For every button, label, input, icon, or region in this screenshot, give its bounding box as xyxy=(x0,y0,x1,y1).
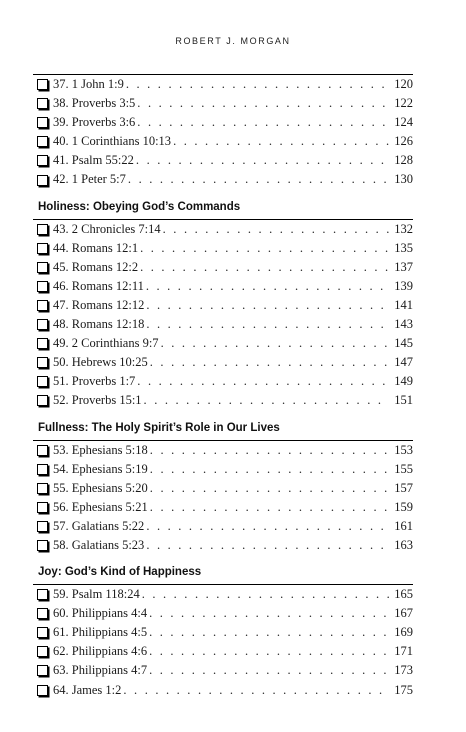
entry-label: 37. 1 John 1:9 xyxy=(53,77,124,91)
toc-entry xyxy=(33,132,413,151)
checkbox-icon xyxy=(37,502,48,513)
entry-label: 42. 1 Peter 5:7 xyxy=(53,172,126,187)
entry-page-number: 147 xyxy=(394,355,413,370)
entry-label: 54. Ephesians 5:19 xyxy=(53,461,148,476)
dot-leader xyxy=(146,277,389,296)
toc-entry xyxy=(33,151,413,170)
dot-leader xyxy=(146,315,389,334)
entry-page-number: 141 xyxy=(394,297,413,312)
checkbox-icon xyxy=(37,117,48,128)
toc-section xyxy=(33,74,413,190)
checkbox-icon xyxy=(37,300,48,311)
toc-entry xyxy=(33,113,413,132)
entry-label: 50. Hebrews 10:25 xyxy=(53,355,148,370)
toc-entry xyxy=(33,296,413,315)
entry-page-number: 165 xyxy=(394,587,413,602)
entry-label: 60. Philippians 4:4 xyxy=(53,606,148,621)
dot-leader xyxy=(149,661,389,680)
checkbox-icon xyxy=(37,262,48,273)
dot-leader xyxy=(149,642,389,661)
dot-leader xyxy=(146,296,389,315)
entry-page-number: 161 xyxy=(394,518,413,533)
entry-label: 59. Psalm 118:24 xyxy=(53,587,140,602)
entry-label: 51. Proverbs 1:7 xyxy=(53,374,136,389)
checkbox-icon xyxy=(37,483,48,494)
toc-section xyxy=(33,197,413,411)
entry-page-number: 139 xyxy=(394,278,413,293)
toc-entry xyxy=(33,517,413,536)
dot-leader xyxy=(146,536,389,555)
entry-label: 38. Proverbs 3:5 xyxy=(53,96,136,111)
checkbox-icon xyxy=(37,224,48,235)
toc-entry xyxy=(33,661,413,680)
entry-page-number: 153 xyxy=(394,442,413,457)
checkbox-icon xyxy=(37,155,48,166)
entry-label: 62. Philippians 4:6 xyxy=(53,644,148,659)
entry-page-number: 126 xyxy=(394,134,413,149)
entry-page-number: 159 xyxy=(394,499,413,514)
entry-page-number: 175 xyxy=(394,682,413,697)
entry-label: 39. Proverbs 3:6 xyxy=(53,115,136,130)
section-heading: Joy: God’s Kind of Happiness xyxy=(38,566,202,579)
entry-label: 49. 2 Corinthians 9:7 xyxy=(53,336,159,351)
toc-entry xyxy=(33,623,413,642)
entry-page-number: 149 xyxy=(394,374,413,389)
toc-entry xyxy=(33,460,413,479)
entry-label: 41. Psalm 55:22 xyxy=(53,153,134,168)
toc-entry xyxy=(33,94,413,113)
checkbox-icon xyxy=(37,589,48,600)
toc-entry xyxy=(33,353,413,372)
checkbox-icon xyxy=(37,357,48,368)
checkbox-icon xyxy=(37,685,48,696)
checkbox-icon xyxy=(37,281,48,292)
entry-label: 61. Philippians 4:5 xyxy=(53,625,148,640)
entry-page-number: 151 xyxy=(394,393,413,408)
dot-leader xyxy=(136,151,389,170)
entry-page-number: 163 xyxy=(394,537,413,552)
toc-entry xyxy=(33,441,413,460)
toc-entry xyxy=(33,391,413,410)
entry-label: 44. Romans 12:1 xyxy=(53,240,139,255)
dot-leader xyxy=(149,623,389,642)
entry-page-number: 122 xyxy=(394,96,413,111)
dot-leader xyxy=(140,239,389,258)
toc-entry xyxy=(33,479,413,498)
dot-leader xyxy=(146,517,389,536)
checkbox-icon xyxy=(37,521,48,532)
toc-entry xyxy=(33,258,413,277)
toc-entry xyxy=(33,681,413,700)
dot-leader xyxy=(140,258,389,277)
toc-entry xyxy=(33,170,413,189)
dot-leader xyxy=(137,94,389,113)
entry-label: 64. James 1:2 xyxy=(53,682,122,697)
toc-entry xyxy=(33,642,413,661)
entry-label: 58. Galatians 5:23 xyxy=(53,537,145,552)
dot-leader xyxy=(150,353,389,372)
section-heading: Holiness: Obeying God’s Commands xyxy=(38,200,241,213)
checkbox-icon xyxy=(37,175,48,186)
entry-page-number: 124 xyxy=(394,115,413,130)
toc-section xyxy=(33,562,413,700)
dot-leader xyxy=(137,113,389,132)
entry-label: 57. Galatians 5:22 xyxy=(53,518,145,533)
entry-page-number: 157 xyxy=(394,480,413,495)
dot-leader xyxy=(128,170,389,189)
dot-leader xyxy=(150,498,389,517)
toc-entry xyxy=(33,585,413,604)
checkbox-icon xyxy=(37,376,48,387)
dot-leader xyxy=(150,460,389,479)
dot-leader xyxy=(137,372,389,391)
checkbox-icon xyxy=(37,319,48,330)
running-head: ROBERT J. MORGAN xyxy=(175,36,291,46)
checkbox-icon xyxy=(37,608,48,619)
dot-leader xyxy=(144,391,389,410)
dot-leader xyxy=(123,681,389,700)
entry-page-number: 173 xyxy=(394,663,413,678)
entry-page-number: 137 xyxy=(394,259,413,274)
toc-entry xyxy=(33,75,413,94)
checkbox-icon xyxy=(37,627,48,638)
checkbox-icon xyxy=(37,540,48,551)
entry-page-number: 143 xyxy=(394,317,413,332)
toc-entry xyxy=(33,315,413,334)
entry-label: 43. 2 Chronicles 7:14 xyxy=(53,221,161,236)
entry-label: 52. Proverbs 15:1 xyxy=(53,393,142,408)
checkbox-icon xyxy=(37,243,48,254)
entry-label: 63. Philippians 4:7 xyxy=(53,663,148,678)
dot-leader xyxy=(149,604,389,623)
entry-label: 56. Ephesians 5:21 xyxy=(53,499,148,514)
entry-label: 48. Romans 12:18 xyxy=(53,317,145,332)
entry-page-number: 130 xyxy=(394,172,413,187)
entry-page-number: 155 xyxy=(394,461,413,476)
checkbox-icon xyxy=(37,395,48,406)
entry-label: 55. Ephesians 5:20 xyxy=(53,480,148,495)
dot-leader xyxy=(163,220,389,239)
entry-page-number: 128 xyxy=(394,153,413,168)
entry-page-number: 171 xyxy=(394,644,413,659)
toc-entry xyxy=(33,239,413,258)
dot-leader xyxy=(161,334,389,353)
dot-leader xyxy=(150,479,389,498)
toc-entry xyxy=(33,334,413,353)
checkbox-icon xyxy=(37,136,48,147)
toc-entry xyxy=(33,277,413,296)
section-heading: Fullness: The Holy Spirit’s Role in Our Lives xyxy=(38,421,280,434)
checkbox-icon xyxy=(37,98,48,109)
dot-leader xyxy=(142,585,389,604)
entry-page-number: 145 xyxy=(394,336,413,351)
toc-entry xyxy=(33,604,413,623)
toc-section xyxy=(33,418,413,556)
dot-leader xyxy=(173,132,389,151)
entry-page-number: 120 xyxy=(394,77,413,91)
checkbox-icon xyxy=(37,445,48,456)
toc-entry xyxy=(33,372,413,391)
dot-leader xyxy=(150,441,389,460)
table-of-contents xyxy=(33,72,413,700)
toc-entry xyxy=(33,220,413,239)
entry-page-number: 132 xyxy=(394,221,413,236)
entry-label: 53. Ephesians 5:18 xyxy=(53,442,148,457)
dot-leader xyxy=(126,75,389,94)
entry-page-number: 167 xyxy=(394,606,413,621)
checkbox-icon xyxy=(37,464,48,475)
checkbox-icon xyxy=(37,79,48,90)
checkbox-icon xyxy=(37,338,48,349)
toc-entry xyxy=(33,536,413,555)
checkbox-icon xyxy=(37,665,48,676)
entry-label: 47. Romans 12:12 xyxy=(53,297,145,312)
entry-label: 46. Romans 12:11 xyxy=(53,278,144,293)
entry-page-number: 135 xyxy=(394,240,413,255)
entry-page-number: 169 xyxy=(394,625,413,640)
checkbox-icon xyxy=(37,646,48,657)
entry-label: 45. Romans 12:2 xyxy=(53,259,139,274)
toc-entry xyxy=(33,498,413,517)
entry-label: 40. 1 Corinthians 10:13 xyxy=(53,134,172,149)
